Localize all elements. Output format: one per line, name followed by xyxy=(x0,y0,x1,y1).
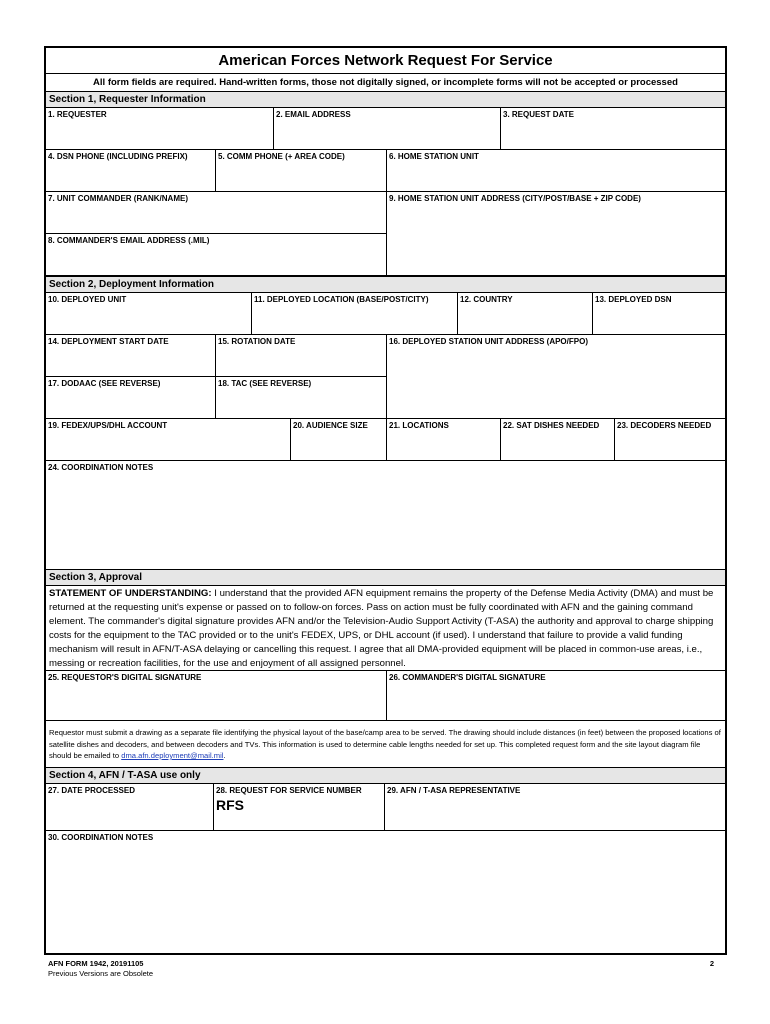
sat-dishes-label: 22. SAT DISHES NEEDED xyxy=(503,421,600,430)
dodaac-label: 17. DODAAC (SEE REVERSE) xyxy=(48,379,161,388)
email-address-label: 2. EMAIL ADDRESS xyxy=(276,110,351,119)
deployed-dsn-label: 13. DEPLOYED DSN xyxy=(595,295,672,304)
audience-size-label: 20. AUDIENCE SIZE xyxy=(293,421,368,430)
required-notice: All form fields are required. Hand-written forms, those not digitally signed, or incomplete forms will not be accepted or processed xyxy=(93,77,678,88)
form-id: AFN FORM 1942, 20191105 xyxy=(48,959,144,968)
drawing-note-end: . xyxy=(223,751,226,760)
email-address-field[interactable] xyxy=(274,108,501,150)
request-for-service-number-field[interactable] xyxy=(214,784,385,831)
deployed-station-address-label: 16. DEPLOYED STATION UNIT ADDRESS (APO/FPO) xyxy=(389,337,588,346)
form-frame xyxy=(44,46,727,955)
country-field[interactable] xyxy=(458,293,593,335)
section-4-heading: Section 4, AFN / T-ASA use only xyxy=(46,767,725,784)
request-date-label: 3. REQUEST DATE xyxy=(503,110,574,119)
deployed-station-address-field[interactable] xyxy=(387,335,725,419)
deployment-email-link[interactable]: dma.afn.deployment@mail.mil xyxy=(121,751,224,760)
afn-coordination-notes-field[interactable] xyxy=(46,831,725,953)
dsn-phone-label: 4. DSN PHONE (INCLUDING PREFIX) xyxy=(48,152,188,161)
statement-of-understanding xyxy=(46,587,725,671)
requester-label: 1. REQUESTER xyxy=(48,110,107,119)
requestor-signature-label: 25. REQUESTOR'S DIGITAL SIGNATURE xyxy=(48,673,202,682)
deployment-start-date-label: 14. DEPLOYMENT START DATE xyxy=(48,337,169,346)
deployed-unit-label: 10. DEPLOYED UNIT xyxy=(48,295,127,304)
deployed-location-label: 11. DEPLOYED LOCATION (BASE/POST/CITY) xyxy=(254,295,429,304)
obsolete-notice: Previous Versions are Obsolete xyxy=(48,969,154,978)
date-processed-field[interactable] xyxy=(46,784,214,831)
request-for-service-number-label: 28. REQUEST FOR SERVICE NUMBER xyxy=(216,786,362,795)
home-station-unit-field[interactable] xyxy=(387,150,725,192)
section-3-heading: Section 3, Approval xyxy=(46,569,725,586)
requestor-signature-field[interactable] xyxy=(46,671,387,721)
audience-size-field[interactable] xyxy=(291,419,387,461)
drawing-instructions xyxy=(46,721,725,769)
unit-commander-label: 7. UNIT COMMANDER (RANK/NAME) xyxy=(48,194,188,203)
rotation-date-label: 15. ROTATION DATE xyxy=(218,337,296,346)
shipping-account-label: 19. FEDEX/UPS/DHL ACCOUNT xyxy=(48,421,168,430)
date-processed-label: 27. DATE PROCESSED xyxy=(48,786,135,795)
country-label: 12. COUNTRY xyxy=(460,295,513,304)
deployed-location-field[interactable] xyxy=(252,293,458,335)
decoders-label: 23. DECODERS NEEDED xyxy=(617,421,712,430)
deployed-dsn-field[interactable] xyxy=(593,293,725,335)
coordination-notes-label: 24. COORDINATION NOTES xyxy=(48,463,154,472)
page-title: American Forces Network Request For Service xyxy=(46,48,725,74)
dodaac-field[interactable] xyxy=(46,377,216,419)
section-1-heading: Section 1, Requester Information xyxy=(46,91,725,108)
tac-label: 18. TAC (SEE REVERSE) xyxy=(218,379,312,388)
page-number: 2 xyxy=(709,959,714,968)
requester-field[interactable] xyxy=(46,108,274,150)
unit-commander-field[interactable] xyxy=(46,192,387,234)
afn-representative-field[interactable] xyxy=(385,784,725,831)
home-station-address-field[interactable] xyxy=(387,192,725,276)
rotation-date-field[interactable] xyxy=(216,335,387,377)
afn-representative-label: 29. AFN / T-ASA REPRESENTATIVE xyxy=(387,786,521,795)
drawing-note: Requestor must submit a drawing as a separate file identifying the physical layout of the base/camp area to be served. The drawing should include distances (in feet) between the proposed locations of satellite dishes and decoders, and between decoders and TVs. This information is used to determine cable lengths needed for set up. This completed request form and the site layout diagram file should be emailed to xyxy=(49,728,721,760)
home-station-address-label: 9. HOME STATION UNIT ADDRESS (CITY/POST/BASE + ZIP CODE) xyxy=(389,194,641,203)
tac-field[interactable] xyxy=(216,377,387,419)
deployed-unit-field[interactable] xyxy=(46,293,252,335)
section-2-heading: Section 2, Deployment Information xyxy=(46,276,725,293)
commander-email-label: 8. COMMANDER'S EMAIL ADDRESS (.MIL) xyxy=(48,236,210,245)
afn-coordination-notes-label: 30. COORDINATION NOTES xyxy=(48,833,154,842)
rfs-prefix: RFS xyxy=(216,797,244,813)
decoders-field[interactable] xyxy=(615,419,725,461)
commander-signature-label: 26. COMMANDER'S DIGITAL SIGNATURE xyxy=(389,673,546,682)
locations-field[interactable] xyxy=(387,419,501,461)
commander-signature-field[interactable] xyxy=(387,671,725,721)
comm-phone-label: 5. COMM PHONE (+ AREA CODE) xyxy=(218,152,345,161)
home-station-unit-label: 6. HOME STATION UNIT xyxy=(389,152,479,161)
statement-label: STATEMENT OF UNDERSTANDING: xyxy=(49,588,212,599)
dsn-phone-field[interactable] xyxy=(46,150,216,192)
sat-dishes-field[interactable] xyxy=(501,419,615,461)
commander-email-field[interactable] xyxy=(46,234,387,276)
request-date-field[interactable] xyxy=(501,108,725,150)
statement-text: I understand that the provided AFN equipment remains the property of the Defense Media Activity (DMA) and must be returned at the requesting unit's expense or passed on to follow-on forces. Pass on action must be fully coordinated with AFN and the gaining command element. The commander's digital signature provides AFN and/or the Television-Audio Support Activity (T-ASA) the authority and approval to charge shipping costs for the equipment to the TAC provided or to the unit's FEDEX, UPS, or DHL account (if used). I understand that failure to provide a valid funding mechanism will result in AFN/T-ASA delaying or cancelling this request. I agree that all DMA-provided equipment will be placed in common-use areas, i.e., messing or recreation facilities, for the use and enjoyment of all assigned personnel. xyxy=(49,588,714,669)
coordination-notes-field[interactable] xyxy=(46,461,725,569)
comm-phone-field[interactable] xyxy=(216,150,387,192)
shipping-account-field[interactable] xyxy=(46,419,291,461)
deployment-start-date-field[interactable] xyxy=(46,335,216,377)
locations-label: 21. LOCATIONS xyxy=(389,421,449,430)
